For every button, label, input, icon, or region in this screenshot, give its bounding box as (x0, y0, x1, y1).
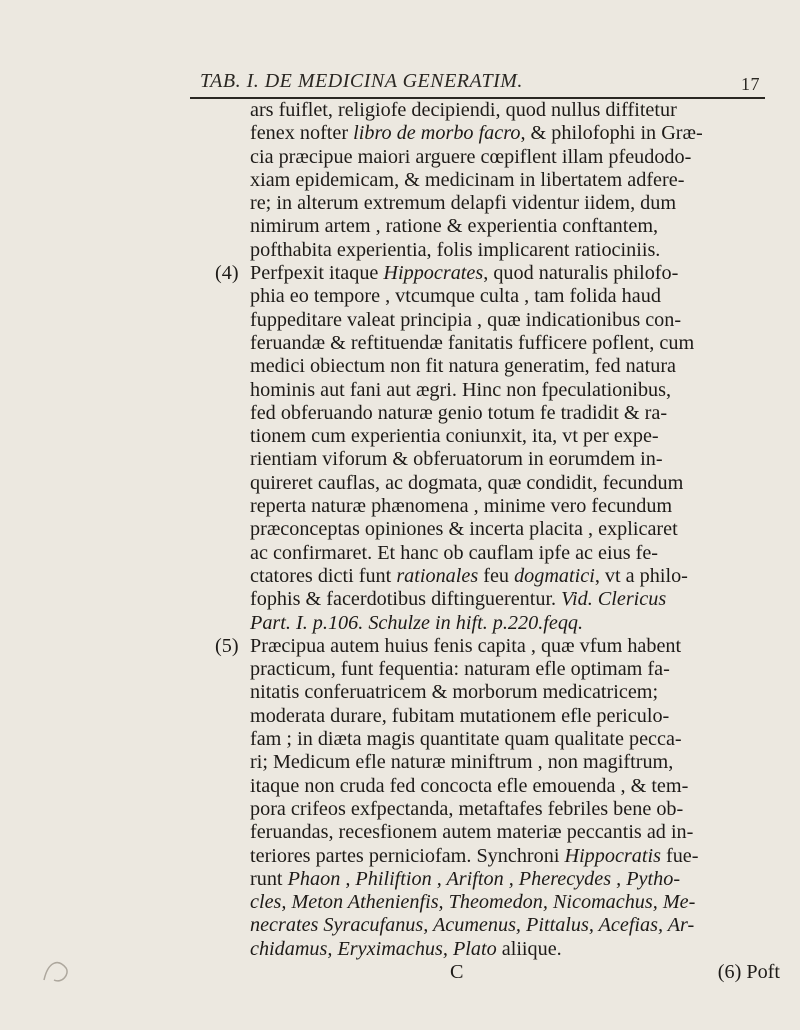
text-line (250, 961, 780, 984)
text-line (250, 425, 780, 448)
text-line (250, 775, 780, 798)
text-segment: , vt a philo- (594, 564, 688, 587)
text-segment: feruandæ & reftituendæ fanitatis fufficere poflent, cum (250, 331, 695, 354)
text-line (250, 821, 780, 844)
text-line (250, 402, 780, 425)
text-line (250, 681, 780, 704)
text-line (250, 891, 780, 914)
text-line (215, 262, 780, 285)
text-segment: rientiam viforum & obferuatorum in eorumdem in- (250, 448, 663, 471)
text-segment: Præcipua autem huius fenis capita , quæ vfum habent (250, 634, 682, 657)
text-segment: re; in alterum extremum delapfi videntur iidem, dum (250, 192, 677, 215)
text-segment: cia præcipue maiori arguere cœpiflent illam pfeudodo- (250, 145, 692, 168)
text-segment: fed obferuando naturæ genio totum fe tradidit & ra- (250, 401, 668, 424)
text-segment: , & philofophi in Græ- (520, 122, 703, 145)
text-line (250, 845, 780, 868)
text-segment: medici obiectum non fit natura generatim, fed natura (250, 355, 677, 378)
text-line (250, 565, 780, 588)
text-segment: fenex nofter (250, 122, 354, 145)
text-segment: ac confirmaret. Et hanc ob cauflam ipfe ac eius fe- (250, 541, 659, 564)
text-segment: phia eo tempore , vtcumque culta , tam folida haud (250, 285, 661, 308)
text-segment: Hippocratis (564, 844, 661, 867)
text-segment: moderata durare, fubitam mutationem efle periculo- (250, 704, 670, 727)
text-line (250, 705, 780, 728)
text-line (250, 239, 780, 262)
text-line (250, 309, 780, 332)
text-segment: fue- (660, 844, 699, 867)
text-segment: Vid. Clericus (561, 588, 667, 611)
text-line (250, 192, 780, 215)
text-segment: hominis aut fani aut ægri. Hinc non fpeculationibus, (250, 378, 672, 401)
text-line (250, 215, 780, 238)
text-segment: cles, Meton Athenienfis, Theomedon, Nicomachus, Me- (250, 891, 696, 914)
text-line (250, 146, 780, 169)
text-line (250, 518, 780, 541)
text-line (250, 542, 780, 565)
text-segment: Part. I. p.106. Schulze in hift. p.220.feqq. (250, 611, 584, 634)
text-line (250, 495, 780, 518)
text-segment: Hippocrates (383, 262, 484, 285)
text-segment: dogmatici (514, 564, 595, 587)
text-line (250, 868, 780, 891)
text-line (250, 728, 780, 751)
text-body (215, 99, 780, 984)
text-segment: runt (250, 867, 288, 890)
text-line (250, 588, 780, 611)
text-segment: reperta naturæ phænomena , minime vero fecundum (250, 495, 673, 518)
text-segment: (6) Poft (717, 960, 780, 983)
text-line (250, 472, 780, 495)
text-line (250, 99, 780, 122)
text-line (250, 332, 780, 355)
text-line (215, 634, 780, 658)
text-line (250, 798, 780, 821)
page-number: 17 (741, 74, 760, 94)
text-segment: pofthabita experientia, folis implicarent ratiociniis. (250, 238, 661, 261)
text-line (250, 122, 780, 145)
text-segment: aliique. (496, 937, 562, 960)
text-segment: necrates Syracufanus, Acumenus, Pittalus, Acefias, Ar- (250, 914, 695, 937)
text-segment: ars fuiflet, religiofe decipiendi, quod nullus diffitetur (250, 99, 677, 121)
text-segment: nimirum artem , ratione & experientia conftantem, (250, 215, 659, 238)
text-segment: Perfpexit itaque (250, 262, 384, 285)
text-line (250, 169, 780, 192)
text-segment: , quod naturalis philofo- (483, 262, 679, 285)
text-segment: ri; Medicum efle naturæ miniftrum , non magiftrum, (250, 751, 674, 774)
text-line (250, 914, 780, 937)
text-line (250, 448, 780, 471)
text-segment: feu (478, 564, 515, 587)
text-segment: teriores partes perniciofam. Synchroni (250, 844, 565, 867)
text-line (250, 658, 780, 681)
text-segment: fam ; in diæta magis quantitate quam qualitate pecca- (250, 728, 682, 751)
text-segment: tionem cum experientia coniunxit, ita, vt per expe- (250, 425, 659, 448)
text-line (250, 285, 780, 308)
text-segment: itaque non cruda fed concocta efle emouenda , & tem- (250, 774, 689, 797)
text-segment: fophis & facerdotibus diftinguerentur. (250, 588, 562, 611)
text-line (250, 612, 780, 635)
text-segment: feruandas, recesfionem autem materiæ peccantis ad in- (250, 821, 694, 844)
text-segment: chidamus, Eryximachus, Plato (250, 937, 497, 960)
text-segment: libro de morbo facro (353, 122, 521, 145)
printer-ornament-icon (36, 950, 76, 990)
text-line (250, 355, 780, 378)
text-line (250, 751, 780, 774)
text-segment: nitatis conferuatricem & morborum medicatricem; (250, 681, 659, 704)
text-line (250, 379, 780, 402)
text-segment: xiam epidemicam, & medicinam in libertatem adfere- (250, 168, 685, 191)
text-segment: Phaon , Philiftion , Arifton , Pherecydes , Pytho- (287, 867, 681, 890)
paragraph-number: (5) (215, 634, 239, 657)
paragraph-number: (4) (215, 262, 239, 285)
text-segment: C (450, 960, 464, 983)
text-segment: quireret cauflas, ac dogmata, quæ condidit, fecundum (250, 471, 684, 494)
text-segment: rationales (396, 564, 479, 587)
text-line (250, 938, 780, 961)
text-segment: fuppeditare valeat principia , quæ indicationibus con- (250, 308, 682, 331)
running-header (200, 66, 760, 96)
text-segment: practicum, funt fequentia: naturam efle optimam fa- (250, 658, 670, 681)
text-segment: ctatores dicti funt (250, 564, 397, 587)
running-title: TAB. I. DE MEDICINA GENERATIM. (200, 70, 523, 92)
text-segment: præconceptas opiniones & incerta placita , explicaret (250, 518, 678, 541)
text-segment: pora crifeos exfpectanda, metaftafes febriles bene ob- (250, 797, 684, 820)
